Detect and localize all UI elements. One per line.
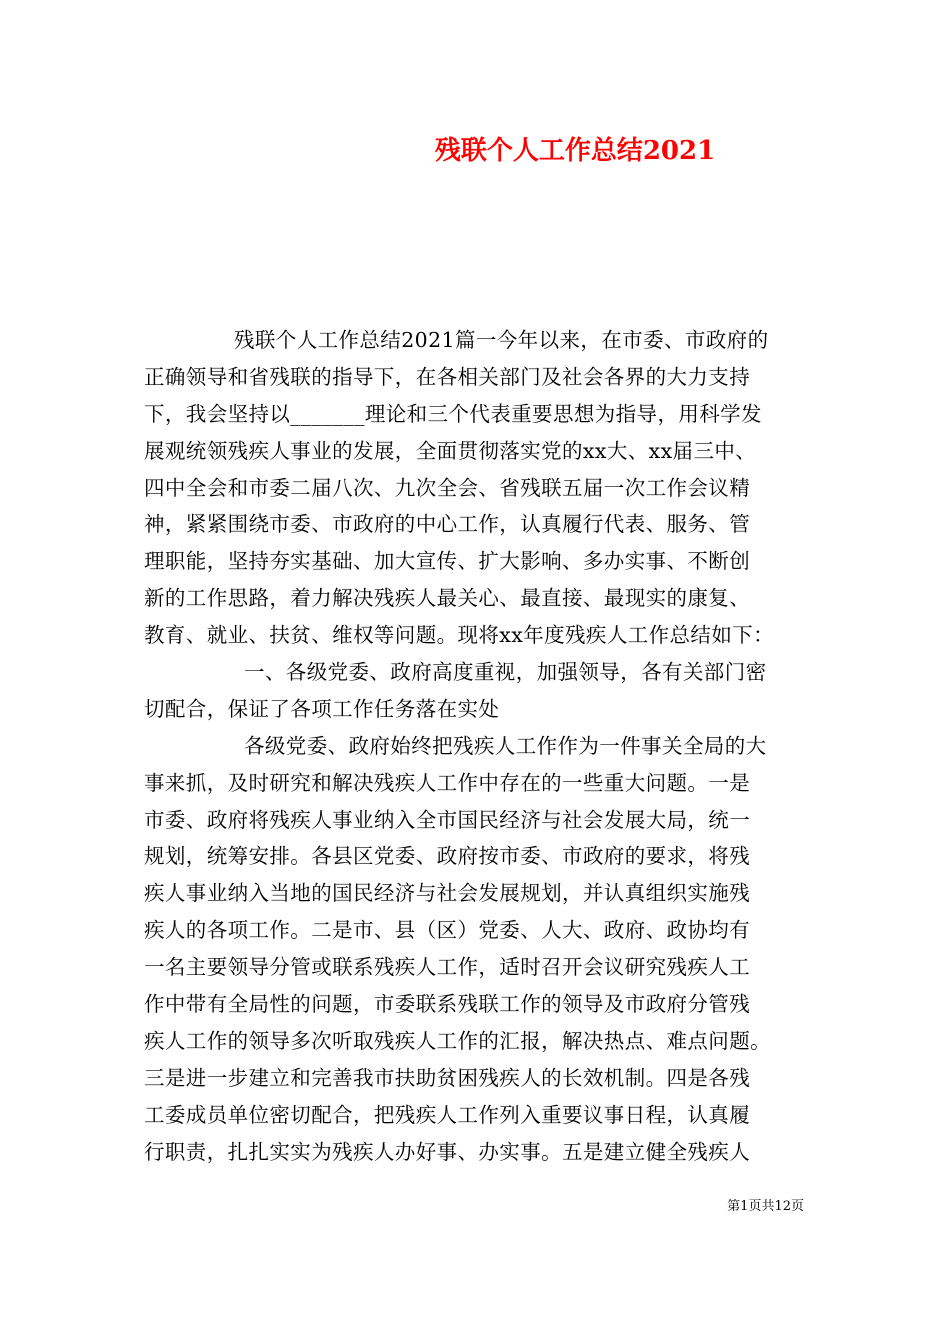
body-line: 各级党委、政府始终把残疾人工作作为一件事关全局的大 [244, 733, 767, 758]
body-line: 三是进一步建立和完善我市扶助贫困残疾人的长效机制。四是各残 [144, 1065, 751, 1090]
body-line: 行职责，扎扎实实为残疾人办好事、办实事。五是建立健全残疾人 [144, 1139, 751, 1164]
body-line: 下，我会坚持以_______理论和三个代表重要思想为指导，用科学发 [144, 401, 762, 426]
body-line: 事来抓，及时研究和解决残疾人工作中存在的一些重大问题。一是 [144, 770, 751, 795]
body-line: 新的工作思路，着力解决残疾人最关心、最直接、最现实的康复、 [144, 586, 751, 611]
body-line: 疾人工作的领导多次听取残疾人工作的汇报，解决热点、难点问题。 [144, 1028, 771, 1053]
page-footer: 第1页共12页 [727, 1199, 804, 1214]
body-line: 理职能，坚持夯实基础、加大宣传、扩大影响、多办实事、不断创 [144, 549, 751, 574]
document-body [144, 322, 814, 1170]
body-line: 切配合，保证了各项工作任务落在实处 [144, 696, 500, 721]
body-line: 神，紧紧围绕市委、市政府的中心工作，认真履行代表、服务、管 [144, 512, 751, 537]
body-line: 展观统领残疾人事业的发展，全面贯彻落实党的xx大、xx届三中、 [144, 438, 757, 463]
body-line: 作中带有全局性的问题，市委联系残联工作的领导及市政府分管残 [144, 992, 751, 1017]
body-line: 疾人事业纳入当地的国民经济与社会发展规划，并认真组织实施残 [144, 881, 751, 906]
body-line: 疾人的各项工作。二是市、县（区）党委、人大、政府、政协均有 [144, 918, 751, 943]
body-line: 规划，统筹安排。各县区党委、政府按市委、市政府的要求，将残 [144, 844, 751, 869]
body-line: 四中全会和市委二届八次、九次全会、省残联五届一次工作会议精 [144, 475, 751, 500]
body-line: 一、各级党委、政府高度重视，加强领导，各有关部门密 [244, 660, 767, 685]
document-title: 残联个人工作总结2021 [434, 136, 716, 166]
body-line: 正确领导和省残联的指导下，在各相关部门及社会各界的大力支持 [144, 364, 751, 389]
body-line: 工委成员单位密切配合，把残疾人工作列入重要议事日程，认真履 [144, 1102, 751, 1127]
body-line: 市委、政府将残疾人事业纳入全市国民经济与社会发展大局，统一 [144, 807, 751, 832]
body-line: 教育、就业、扶贫、维权等问题。现将xx年度残疾人工作总结如下： [144, 623, 775, 648]
body-line: 一名主要领导分管或联系残疾人工作，适时召开会议研究残疾人工 [144, 955, 751, 980]
body-line: 残联个人工作总结2021篇一今年以来，在市委、市政府的 [234, 328, 769, 352]
